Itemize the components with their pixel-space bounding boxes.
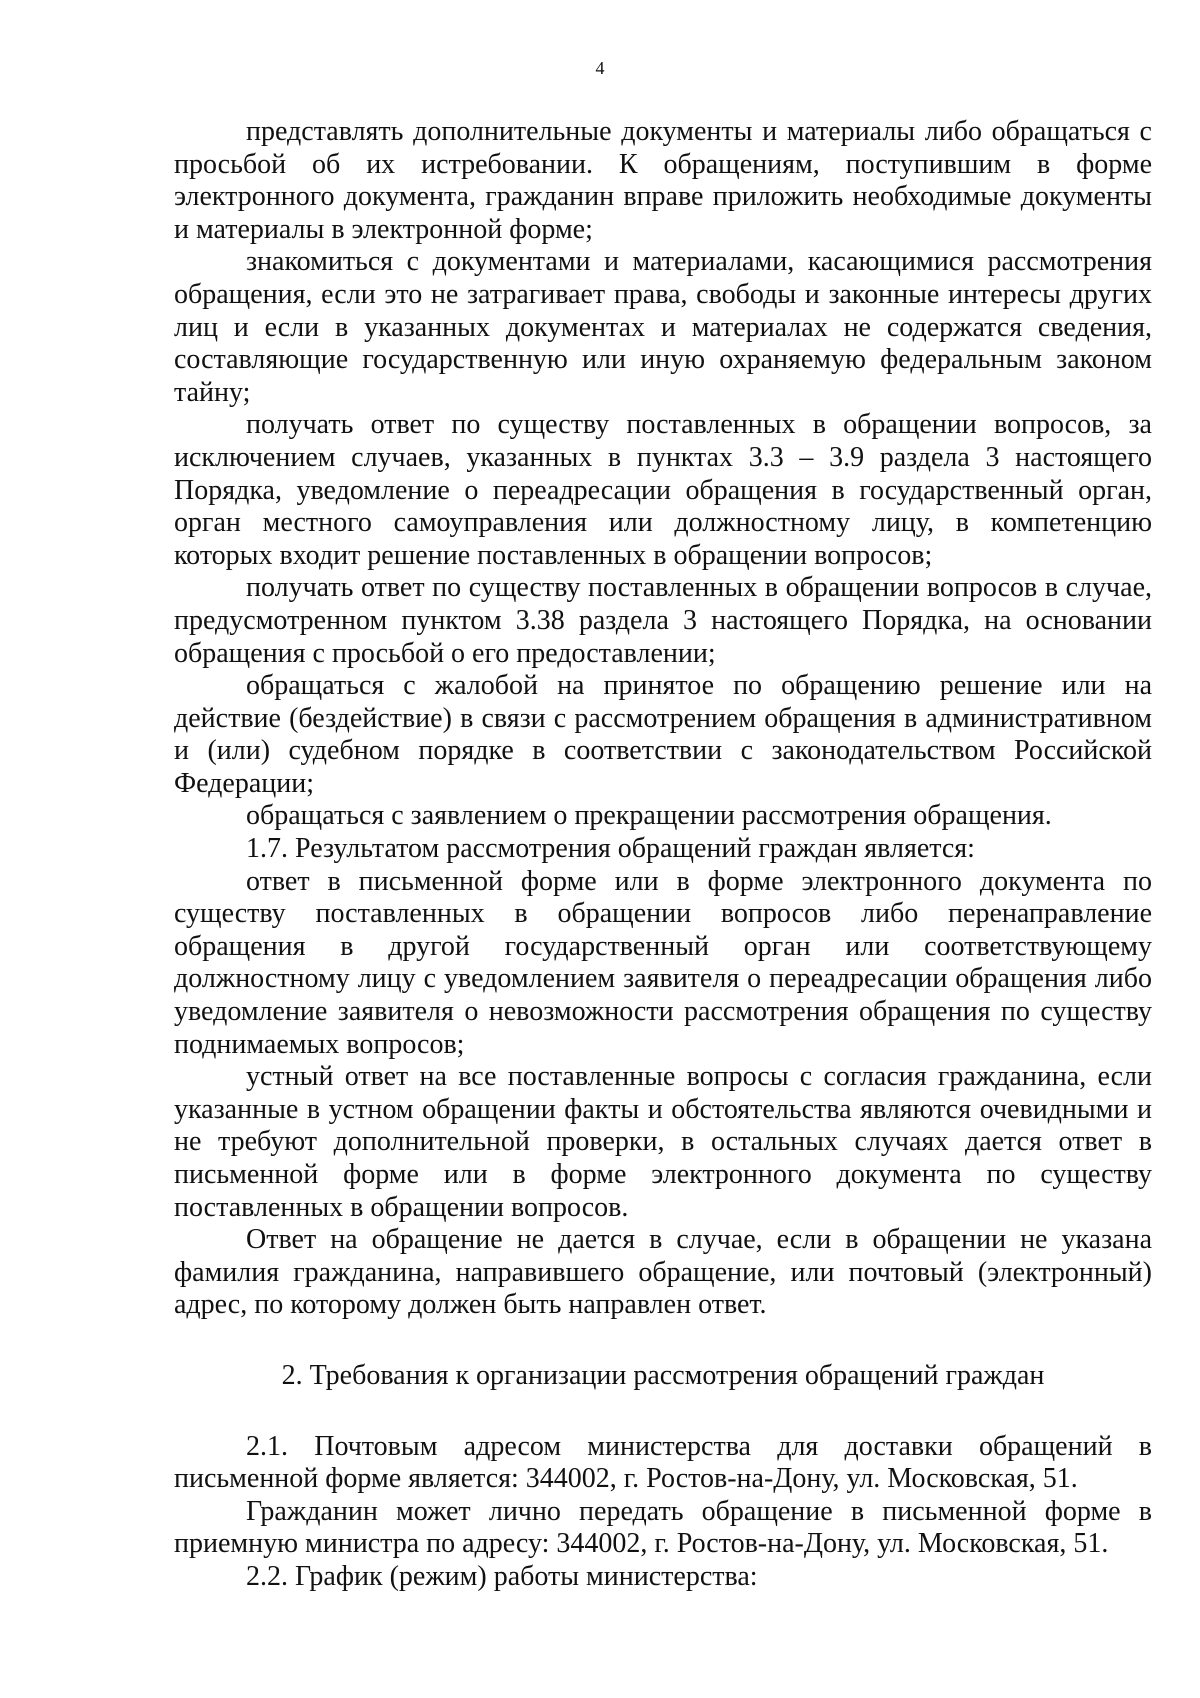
paragraph: представлять дополнительные документы и материалы либо обращаться с просьбой об их истребовании. К обращениям, поступившим в форме электронного документа, гражданин вправе приложить необходимые документы и материалы в электронной форме;	[174, 116, 1152, 245]
paragraph: 1.7. Результатом рассмотрения обращений граждан является:	[246, 833, 975, 865]
page-number: 4	[595, 58, 605, 78]
document-body	[174, 116, 1152, 1594]
paragraph: получать ответ по существу поставленных в обращении вопросов в случае, предусмотренном пунктом 3.38 раздела 3 настоящего Порядка, на основании обращения с просьбой о его предоставлении;	[174, 572, 1152, 669]
paragraph: знакомиться с документами и материалами, касающимися рассмотрения обращения, если это не затрагивает права, свободы и законные интересы других лиц и если в указанных документах и материалах не содержатся сведения, составляющие государственную или иную охраняемую федеральным законом тайну;	[174, 246, 1152, 408]
paragraph: устный ответ на все поставленные вопросы с согласия гражданина, если указанные в устном обращении факты и обстоятельства являются очевидными и не требуют дополнительной проверки, в остальных случаях дается ответ в письменной форме или в форме электронного документа по существу поставленных в обращении вопросов.	[174, 1061, 1152, 1223]
paragraph: обращаться с жалобой на принятое по обращению решение или на действие (бездействие) в связи с рассмотрением обращения в административном и (или) судебном порядке в соответствии с законодательством Российской Федерации;	[174, 670, 1152, 799]
paragraph: обращаться с заявлением о прекращении рассмотрения обращения.	[246, 800, 1052, 832]
paragraph: 2.2. График (режим) работы министерства:	[246, 1560, 758, 1592]
section-heading: 2. Требования к организации рассмотрения обращений граждан	[281, 1359, 1045, 1391]
paragraph: 2.1. Почтовым адресом министерства для доставки обращений в письменной форме является: 344002, г. Ростов-на-Дону, ул. Московская, 51.	[174, 1430, 1152, 1495]
paragraph: получать ответ по существу поставленных в обращении вопросов, за исключением случаев, указанных в пунктах 3.3 – 3.9 раздела 3 настоящего Порядка, уведомление о переадресации обращения в государственный орган, орган местного самоуправления или должностному лицу, в компетенцию которых входит решение поставленных в обращении вопросов;	[174, 409, 1152, 571]
paragraph: Гражданин может лично передать обращение в письменной форме в приемную министра по адресу: 344002, г. Ростов-на-Дону, ул. Московская, 51.	[174, 1495, 1152, 1560]
paragraph: Ответ на обращение не дается в случае, если в обращении не указана фамилия гражданина, направившего обращение, или почтовый (электронный) адрес, по которому должен быть направлен ответ.	[174, 1224, 1152, 1321]
paragraph: ответ в письменной форме или в форме электронного документа по существу поставленных в обращении вопросов либо перенаправление обращения в другой государственный орган или соответствующему должностному лицу с уведомлением заявителя о переадресации обращения либо уведомление заявителя о невозможности рассмотрения обращения по существу поднимаемых вопросов;	[174, 865, 1152, 1060]
